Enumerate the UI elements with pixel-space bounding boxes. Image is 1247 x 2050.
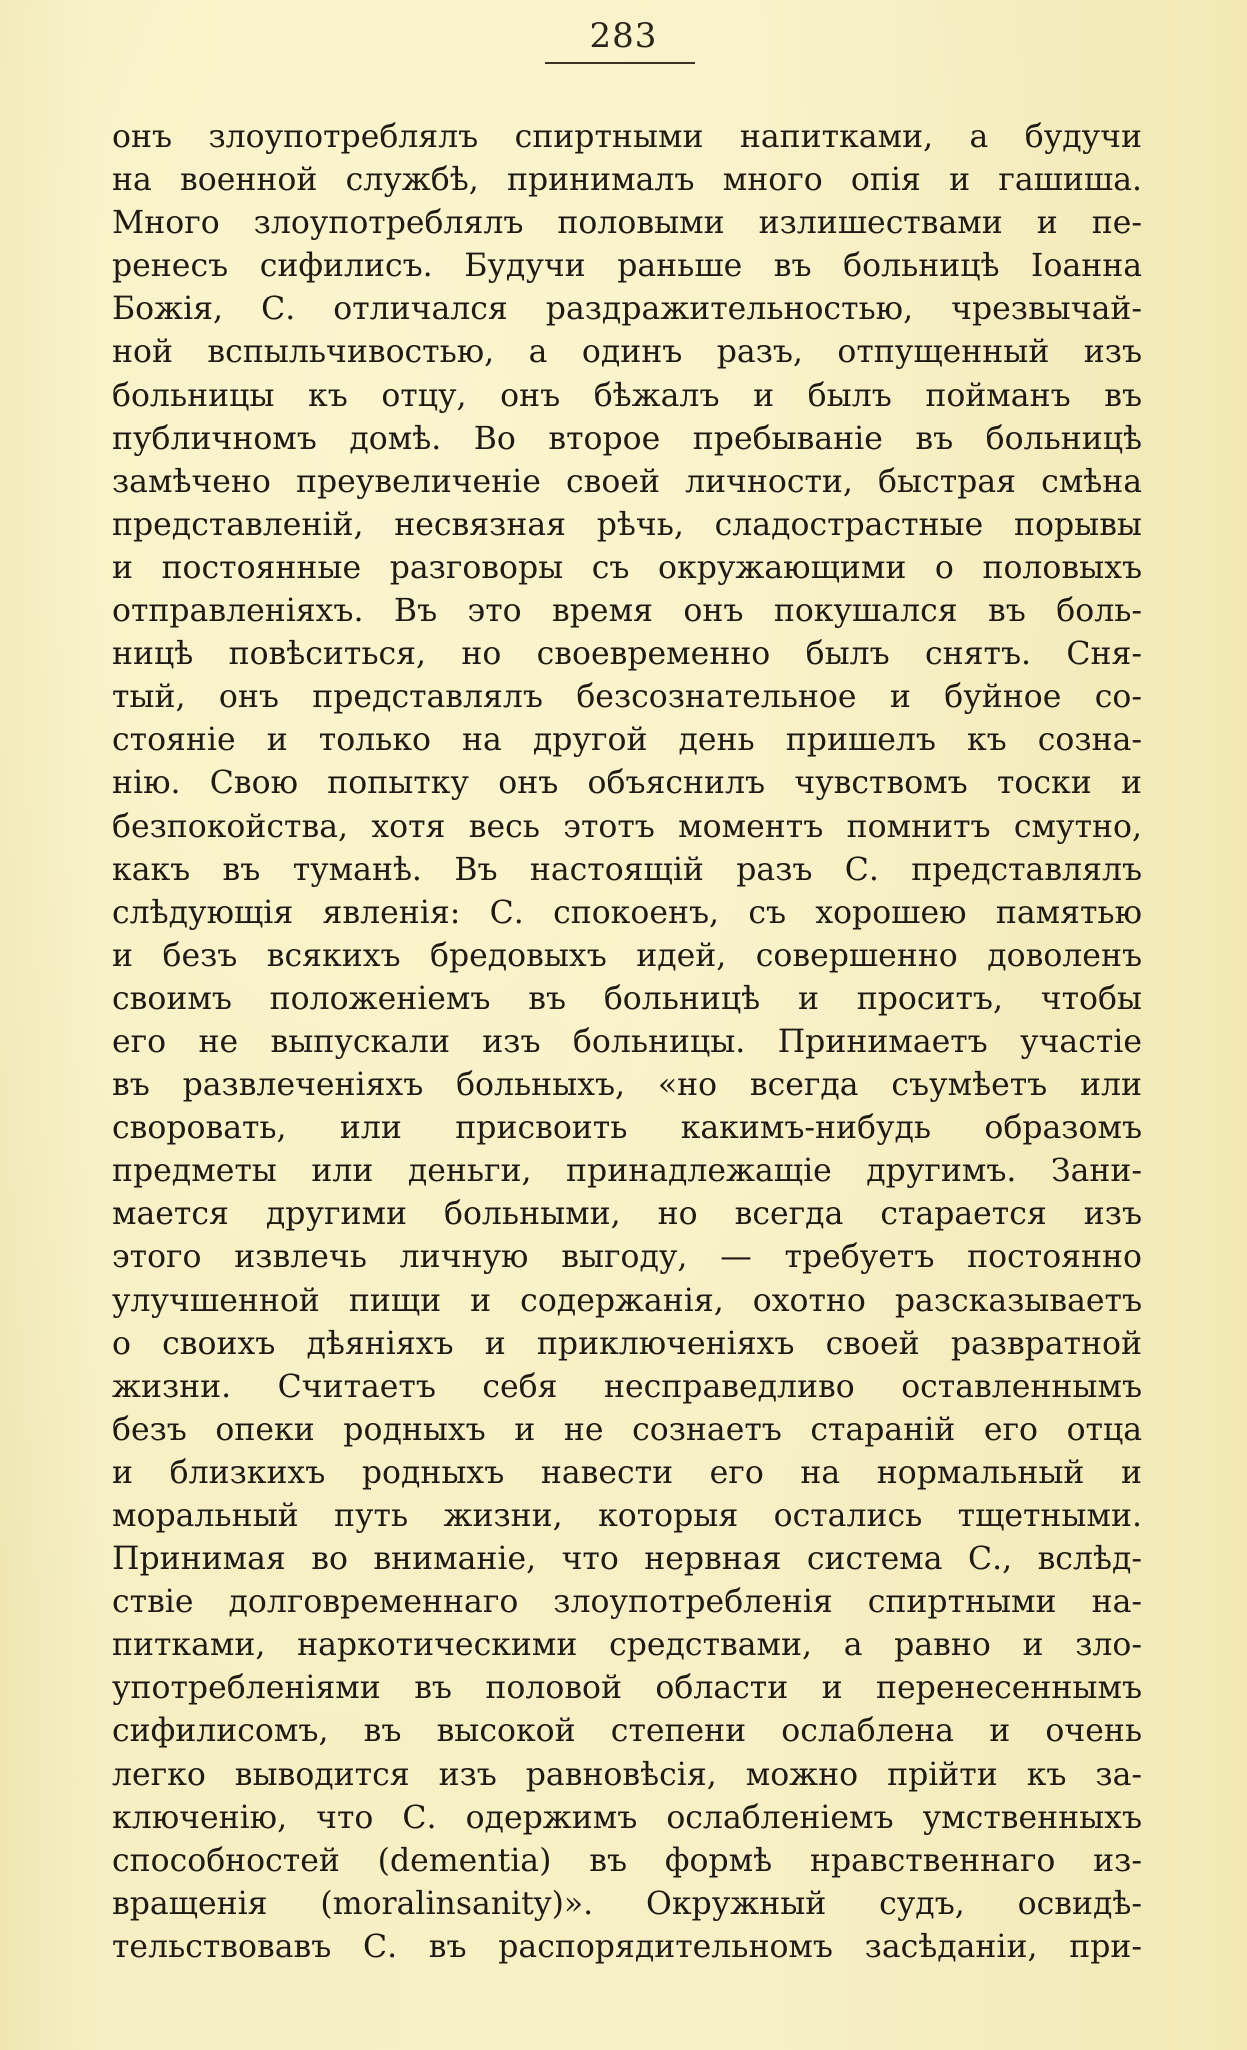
text-line: своимъ положеніемъ въ больницѣ и проситъ, чтобы	[112, 980, 1142, 1017]
text-line: и безъ всякихъ бредовыхъ идей, совершенно доволенъ	[112, 937, 1142, 974]
text-line: этого извлечь личную выгоду, — требуетъ постоянно	[112, 1239, 1142, 1276]
text-line: способностей (dementia) въ формѣ нравственнаго из-	[112, 1842, 1142, 1879]
text-line: и близкихъ родныхъ навести его на нормальный и	[112, 1454, 1142, 1491]
text-line: ключенію, что С. одержимъ ослабленіемъ умственныхъ	[112, 1799, 1142, 1836]
text-line: какъ въ туманѣ. Въ настоящій разъ С. представлялъ	[112, 851, 1142, 888]
text-line: ствіе долговременнаго злоупотребленія спиртными на-	[112, 1584, 1142, 1621]
text-line: отправленіяхъ. Въ это время онъ покушался въ боль-	[112, 593, 1142, 630]
text-line: его не выпускали изъ больницы. Принимаетъ участіе	[112, 1023, 1142, 1060]
text-line: сифилисомъ, въ высокой степени ослаблена и очень	[112, 1713, 1142, 1750]
text-line: онъ злоупотреблялъ спиртными напитками, а будучи	[112, 119, 1142, 155]
text-line: тый, онъ представлялъ безсознательное и буйное со-	[112, 679, 1142, 716]
text-line: стояніе и только на другой день пришелъ къ созна-	[112, 722, 1142, 759]
text-line: представленій, несвязная рѣчь, сладострастные порывы	[112, 506, 1142, 543]
text-line: безпокойства, хотя весь этотъ моментъ помнитъ смутно,	[112, 808, 1142, 845]
text-line: Божія, С. отличался раздражительностью, чрезвычай-	[112, 291, 1142, 328]
text-line: ной вспыльчивостью, а одинъ разъ, отпущенный изъ	[112, 334, 1142, 371]
text-line: жизни. Считаетъ себя несправедливо оставленнымъ	[112, 1368, 1142, 1405]
text-line: ренесъ сифилисъ. Будучи раньше въ больницѣ Іоанна	[112, 248, 1142, 285]
text-line: моральный путь жизни, которыя остались тщетными.	[112, 1498, 1142, 1534]
text-line: нію. Свою попытку онъ объяснилъ чувствомъ тоски и	[112, 765, 1142, 802]
text-line: безъ опеки родныхъ и не сознаетъ стараній его отца	[112, 1411, 1142, 1448]
text-line: и постоянные разговоры съ окружающими о половыхъ	[112, 549, 1142, 586]
text-line: питками, наркотическими средствами, а равно и зло-	[112, 1627, 1142, 1664]
text-line: предметы или деньги, принадлежащіе другимъ. Зани-	[112, 1153, 1142, 1190]
body-text	[112, 116, 1142, 1969]
text-line: употребленіями въ половой области и перенесеннымъ	[112, 1670, 1142, 1707]
text-line: въ развлеченіяхъ больныхъ, «но всегда съумѣетъ или	[112, 1067, 1142, 1104]
text-line: ницѣ повѣситься, но своевременно былъ снятъ. Сня-	[112, 636, 1142, 673]
text-line: больницы къ отцу, онъ бѣжалъ и былъ пойманъ въ	[112, 377, 1142, 414]
text-line: Принимая во вниманіе, что нервная система С., вслѣд-	[112, 1541, 1142, 1578]
text-line: публичномъ домѣ. Во второе пребываніе въ больницѣ	[112, 420, 1142, 457]
page-number: 283	[589, 16, 658, 56]
text-line: легко выводится изъ равновѣсія, можно прійти къ за-	[112, 1756, 1142, 1793]
text-line: слѣдующія явленія: С. спокоенъ, съ хорошею памятью	[112, 894, 1142, 931]
text-line: о своихъ дѣяніяхъ и приключеніяхъ своей развратной	[112, 1325, 1142, 1362]
text-line: замѣчено преувеличеніе своей личности, быстрая смѣна	[112, 463, 1142, 500]
text-line: улучшенной пищи и содержанія, охотно разсказываетъ	[112, 1282, 1142, 1319]
text-line: вращенія (moralinsanity)». Окружный судъ, освидѣ-	[112, 1885, 1142, 1922]
text-line: на военной службѣ, принималъ много опія и гашиша.	[112, 162, 1142, 199]
text-line: мается другими больными, но всегда старается изъ	[112, 1196, 1142, 1233]
text-line: Много злоупотреблялъ половыми излишествами и пе-	[112, 205, 1142, 242]
header-rule	[545, 62, 695, 64]
text-line: тельствовавъ С. въ распорядительномъ засѣданіи, при-	[112, 1928, 1142, 1965]
text-line: своровать, или присвоить какимъ-нибудь образомъ	[112, 1110, 1142, 1147]
